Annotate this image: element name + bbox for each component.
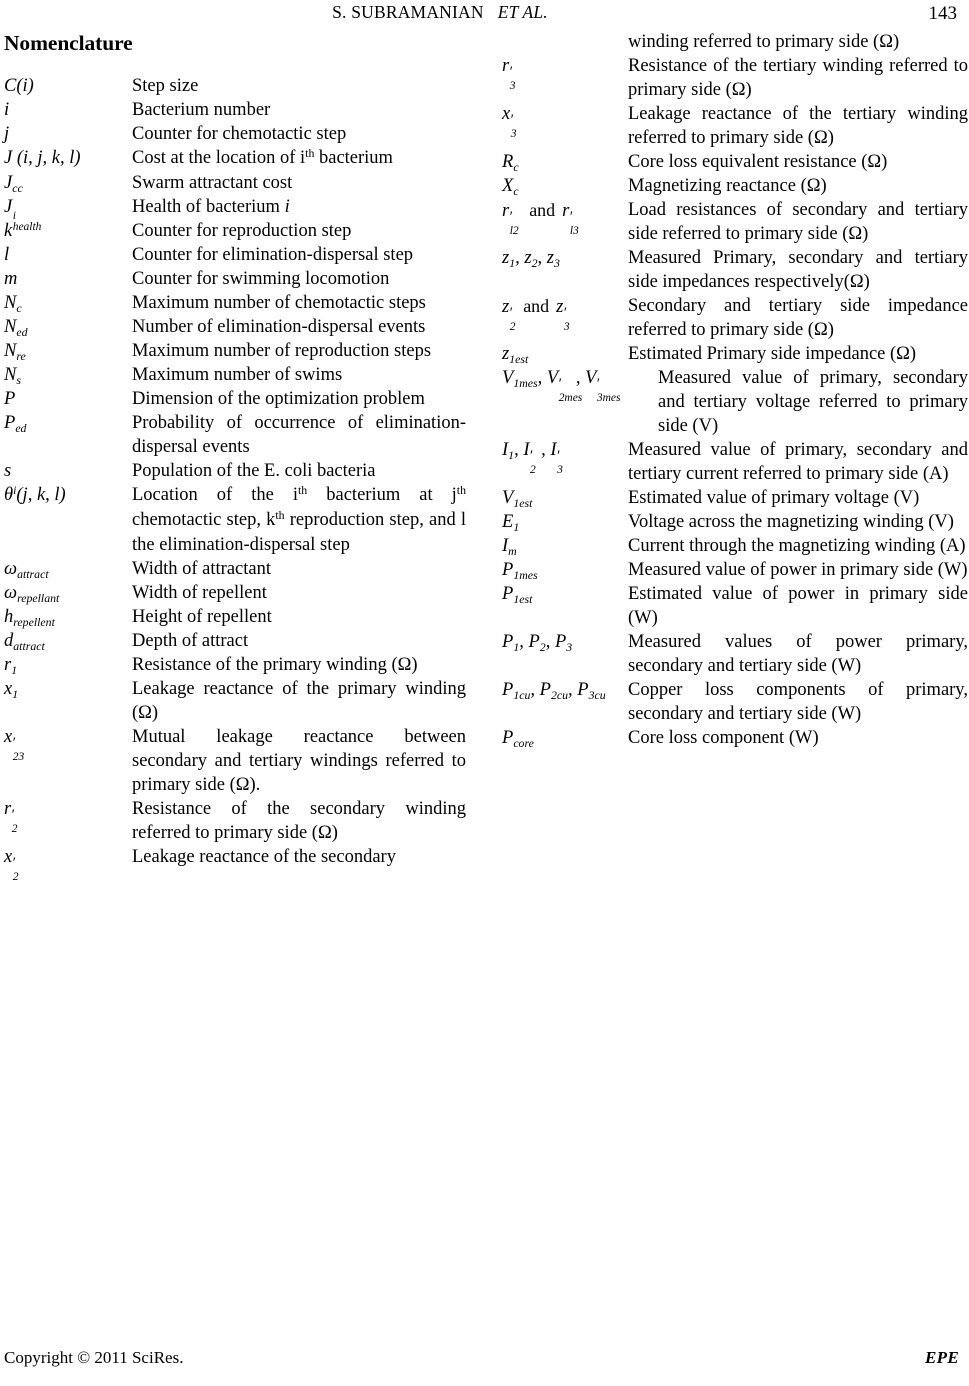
nomenclature-symbol: $\omega_{attract}$ xyxy=(4,559,49,581)
nomenclature-entry xyxy=(4,459,466,483)
nomenclature-description: winding referred to primary side (Ω) xyxy=(628,32,900,52)
nomenclature-entry xyxy=(4,557,466,581)
right-column xyxy=(502,30,968,750)
nomenclature-entry xyxy=(502,582,968,630)
nomenclature-description: Maximum number of reproduction steps xyxy=(132,341,432,361)
nomenclature-symbol: $N_c$ xyxy=(4,293,22,315)
nomenclature-description: Resistance of the tertiary winding referred to primary side (Ω) xyxy=(628,56,968,100)
nomenclature-description: Counter for reproduction step xyxy=(132,221,352,241)
running-header-title xyxy=(0,2,880,23)
nomenclature-entry xyxy=(4,267,466,291)
nomenclature-description: Population of the E. coli bacteria xyxy=(132,461,376,481)
nomenclature-entry xyxy=(4,363,466,387)
nomenclature-description: Measured value of primary, secondary and tertiary voltage referred to primary side (V) xyxy=(658,368,968,436)
nomenclature-description: Magnetizing reactance (Ω) xyxy=(628,176,827,196)
nomenclature-entry xyxy=(502,102,968,150)
page-number: 143 xyxy=(928,3,957,24)
nomenclature-description: Current through the magnetizing winding (A) xyxy=(628,536,966,556)
nomenclature-entry xyxy=(4,845,466,884)
nomenclature-description: Counter for chemotactic step xyxy=(132,124,347,144)
nomenclature-description: Bacterium number xyxy=(132,100,271,120)
nomenclature-description: Location of the $i^{th}$ bacterium at $j^{th}$ chemotactic step, $k^{th}$ reproduction step, and l the elimination-dispersal step xyxy=(132,482,466,555)
nomenclature-description: Resistance of the primary winding (Ω) xyxy=(132,655,418,675)
nomenclature-entry xyxy=(4,291,466,315)
nomenclature-symbol: x ′ 23 xyxy=(4,727,25,764)
nomenclature-symbol: s xyxy=(4,461,12,481)
nomenclature-description: Swarm attractant cost xyxy=(132,173,293,193)
nomenclature-symbol: l xyxy=(4,245,10,265)
nomenclature-symbol: x ′ 2 xyxy=(4,847,19,884)
nomenclature-description: Secondary and tertiary side impedance referred to primary side (Ω) xyxy=(628,296,968,340)
nomenclature-entry xyxy=(4,797,466,845)
nomenclature-entry xyxy=(4,677,466,725)
copyright-notice: Copyright © 2011 SciRes. xyxy=(4,1348,184,1367)
running-header-et-al: ET AL. xyxy=(497,2,548,22)
nomenclature-symbol: $P_1$, $P_2$, $P_3$ xyxy=(502,632,573,654)
nomenclature-description: Counter for elimination-dispersal step xyxy=(132,245,414,265)
nomenclature-symbol: $N_{ed}$ xyxy=(4,317,28,339)
nomenclature-symbol: $N_s$ xyxy=(4,365,21,387)
nomenclature-entry xyxy=(4,629,466,653)
nomenclature-list-right xyxy=(502,30,968,750)
nomenclature-symbol: m xyxy=(4,269,18,289)
nomenclature-entry xyxy=(502,30,968,54)
nomenclature-entry xyxy=(4,146,466,171)
nomenclature-entry xyxy=(4,98,466,122)
nomenclature-description: Estimated Primary side impedance (Ω) xyxy=(628,344,917,364)
nomenclature-description: Height of repellent xyxy=(132,607,272,627)
nomenclature-description: Width of attractant xyxy=(132,559,271,579)
nomenclature-entry xyxy=(502,150,968,174)
nomenclature-symbol: $E_1$ xyxy=(502,512,520,534)
nomenclature-description: Step size xyxy=(132,76,199,96)
nomenclature-description: Measured Primary, secondary and tertiary side impedances respectively(Ω) xyxy=(628,248,968,292)
nomenclature-symbol: $P_{1est}$ xyxy=(502,584,533,606)
nomenclature-symbol: j xyxy=(4,124,10,144)
nomenclature-description: Counter for swimming locomotion xyxy=(132,269,390,289)
nomenclature-description: Number of elimination-dispersal events xyxy=(132,317,426,337)
nomenclature-description: Measured value of power in primary side (W) xyxy=(628,560,968,580)
nomenclature-symbol: P xyxy=(4,389,16,409)
nomenclature-entry xyxy=(4,74,466,98)
nomenclature-symbol: r ′ l2 and r ′ l3 xyxy=(502,200,579,238)
nomenclature-entry xyxy=(502,558,968,582)
nomenclature-symbol: r ′ 2 xyxy=(4,799,18,836)
nomenclature-symbol: $P_{1mes}$ xyxy=(502,560,538,582)
nomenclature-description: Probability of occurrence of elimination-dispersal events xyxy=(132,413,466,457)
nomenclature-symbol: $V_{1est}$ xyxy=(502,488,533,510)
journal-abbreviation: EPE xyxy=(925,1348,959,1367)
nomenclature-symbol: $V_{1mes}$, V ′ 2mes , V ′ 3mes xyxy=(502,368,621,405)
nomenclature-entry xyxy=(4,122,466,146)
nomenclature-description: Dimension of the optimization problem xyxy=(132,389,425,409)
nomenclature-entry xyxy=(502,294,968,342)
nomenclature-entry xyxy=(502,726,968,750)
nomenclature-list-left xyxy=(4,74,466,884)
nomenclature-entry xyxy=(502,342,968,366)
nomenclature-description: Measured values of power primary, secondary and tertiary side (W) xyxy=(628,632,968,676)
nomenclature-symbol: $x_1$ xyxy=(4,679,19,701)
nomenclature-entry xyxy=(502,198,968,246)
nomenclature-symbol: $\theta^i(j$, k, l) xyxy=(4,482,66,505)
nomenclature-symbol: $z_1$, $z_2$, $z_3$ xyxy=(502,248,560,270)
nomenclature-entry xyxy=(4,653,466,677)
nomenclature-description: Mutual leakage reactance between secondary and tertiary windings referred to primary side (Ω). xyxy=(132,727,466,795)
nomenclature-entry xyxy=(502,174,968,198)
page-title: Nomenclature xyxy=(4,31,133,55)
nomenclature-symbol: $P_{ed}$ xyxy=(4,413,27,435)
nomenclature-description: Voltage across the magnetizing winding (V) xyxy=(628,512,954,532)
nomenclature-symbol: $h_{repellent}$ xyxy=(4,607,55,629)
nomenclature-symbol: $r_1$ xyxy=(4,655,18,677)
nomenclature-symbol: x ′ 3 xyxy=(502,104,517,141)
nomenclature-symbol: J i health xyxy=(4,197,42,234)
nomenclature-entry xyxy=(502,54,968,102)
nomenclature-description: Copper loss components of primary, secondary and tertiary side (W) xyxy=(628,680,968,724)
nomenclature-entry xyxy=(4,605,466,629)
nomenclature-entry xyxy=(502,246,968,294)
nomenclature-symbol: z ′ 2 and z ′ 3 xyxy=(502,296,570,334)
nomenclature-entry xyxy=(4,483,466,557)
nomenclature-description: Width of repellent xyxy=(132,583,267,603)
nomenclature-description: Maximum number of chemotactic steps xyxy=(132,293,426,313)
nomenclature-symbol: $P_{core}$ xyxy=(502,728,534,750)
nomenclature-entry xyxy=(4,171,466,195)
nomenclature-description: Load resistances of secondary and tertiary side referred to primary side (Ω) xyxy=(628,200,968,244)
nomenclature-entry xyxy=(4,387,466,411)
running-header-authors: S. SUBRAMANIAN xyxy=(332,2,484,22)
nomenclature-symbol: $I_m$ xyxy=(502,536,517,558)
nomenclature-symbol: $I_1$, I ′ 2 , I ′ 3 xyxy=(502,440,563,477)
nomenclature-description: Leakage reactance of the tertiary winding referred to primary side (Ω) xyxy=(628,104,968,148)
nomenclature-description: Maximum number of swims xyxy=(132,365,343,385)
nomenclature-entry xyxy=(4,411,466,459)
nomenclature-symbol: C(i) xyxy=(4,76,34,96)
nomenclature-description: Measured value of primary, secondary and tertiary current referred to primary side (A) xyxy=(628,440,968,484)
nomenclature-symbol: $R_c$ xyxy=(502,152,519,174)
nomenclature-symbol: k xyxy=(4,221,13,241)
nomenclature-symbol: $d_{attract}$ xyxy=(4,631,45,653)
nomenclature-symbol: $N_{re}$ xyxy=(4,341,26,363)
nomenclature-entry xyxy=(4,219,466,243)
nomenclature-entry xyxy=(4,581,466,605)
nomenclature-description: Estimated value of primary voltage (V) xyxy=(628,488,920,508)
nomenclature-entry xyxy=(4,339,466,363)
nomenclature-entry xyxy=(4,725,466,797)
running-header xyxy=(0,2,969,28)
nomenclature-symbol: $z_{1est}$ xyxy=(502,344,529,366)
nomenclature-symbol: J (i, j, k, l) xyxy=(4,148,81,168)
nomenclature-symbol: $X_c$ xyxy=(502,176,519,198)
nomenclature-entry xyxy=(502,438,968,486)
nomenclature-symbol: $J_{cc}$ xyxy=(4,173,23,195)
nomenclature-entry xyxy=(4,243,466,267)
nomenclature-entry xyxy=(502,630,968,678)
nomenclature-symbol: $\omega_{repellant}$ xyxy=(4,583,60,605)
nomenclature-description: Core loss equivalent resistance (Ω) xyxy=(628,152,888,172)
nomenclature-symbol: $P_{1cu}$, $P_{2cu}$, $P_{3cu}$ xyxy=(502,680,606,702)
nomenclature-entry xyxy=(4,315,466,339)
nomenclature-description: Core loss component (W) xyxy=(628,728,819,748)
nomenclature-entry xyxy=(502,534,968,558)
nomenclature-symbol: i xyxy=(4,100,10,120)
nomenclature-description: Depth of attract xyxy=(132,631,249,651)
nomenclature-entry xyxy=(502,510,968,534)
nomenclature-entry xyxy=(502,486,968,510)
left-column xyxy=(4,30,466,884)
nomenclature-description: Health of bacterium i xyxy=(132,197,290,217)
nomenclature-description: Leakage reactance of the primary winding (Ω) xyxy=(132,679,466,723)
nomenclature-description: Cost at the location of $i^{th}$ bacterium xyxy=(132,145,393,168)
nomenclature-entry xyxy=(502,366,968,438)
page-footer xyxy=(4,1348,959,1372)
nomenclature-description: Estimated value of power in primary side (W) xyxy=(628,584,968,628)
nomenclature-entry xyxy=(502,678,968,726)
nomenclature-symbol: r ′ 3 xyxy=(502,56,516,93)
nomenclature-description: Resistance of the secondary winding referred to primary side (Ω) xyxy=(132,799,466,843)
nomenclature-description: Leakage reactance of the secondary xyxy=(132,847,396,867)
